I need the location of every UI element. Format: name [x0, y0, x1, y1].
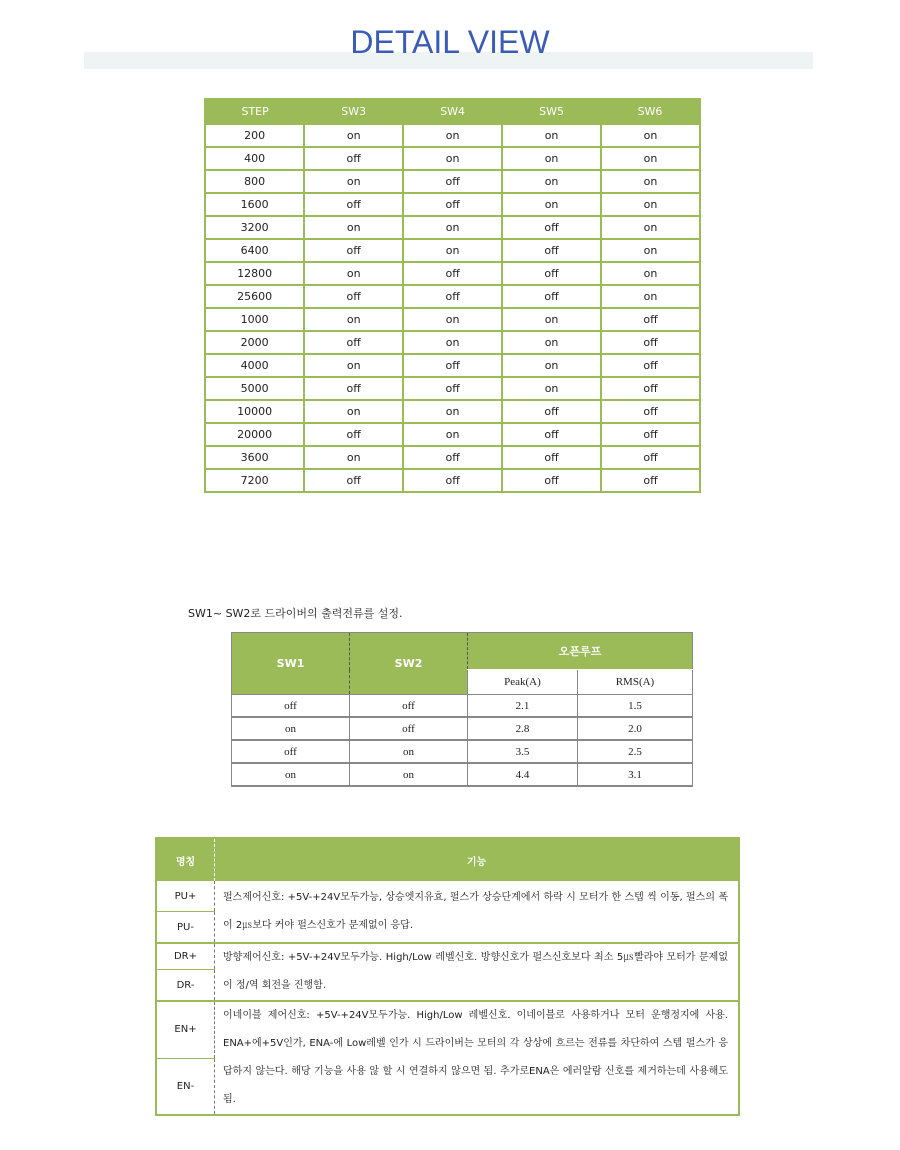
step-value: 800 — [205, 170, 304, 193]
table-row — [205, 124, 700, 147]
step-setting-table — [204, 98, 701, 493]
step-value: 10000 — [205, 400, 304, 423]
table-row — [205, 193, 700, 216]
header-function: 기능 — [215, 838, 740, 881]
header-peak: Peak(A) — [468, 670, 578, 695]
current-table-body — [232, 695, 693, 787]
switch-state: on — [502, 308, 601, 331]
step-value: 12800 — [205, 262, 304, 285]
switch-state: off — [304, 331, 403, 354]
switch-state: off — [304, 193, 403, 216]
switch-state: off — [502, 239, 601, 262]
step-value: 1600 — [205, 193, 304, 216]
step-value: 2000 — [205, 331, 304, 354]
step-value: 200 — [205, 124, 304, 147]
header-sw5: SW5 — [502, 99, 601, 124]
current-setting-table — [231, 632, 693, 787]
step-value: 400 — [205, 147, 304, 170]
step-value: 25600 — [205, 285, 304, 308]
signal-function-table — [155, 837, 740, 1116]
switch-state: on — [304, 354, 403, 377]
table-row — [205, 377, 700, 400]
switch-state: on — [601, 193, 700, 216]
signal-name: PU- — [156, 912, 215, 944]
header-sw3: SW3 — [304, 99, 403, 124]
switch-state: on — [601, 239, 700, 262]
signal-function: 펄스제어신호: +5V-+24V모두가능, 상승엣지유효, 펄스가 상승단계에서 하락 시 모터가 한 스텝 씩 이동, 펄스의 폭이 2㎲보다 커야 펄스신호가 문제없이 응답. — [215, 881, 740, 943]
table-row — [205, 147, 700, 170]
table-row — [205, 446, 700, 469]
switch-state: on — [601, 262, 700, 285]
switch-state: on — [502, 354, 601, 377]
table-row — [205, 216, 700, 239]
table-row — [205, 331, 700, 354]
switch-state: on — [502, 170, 601, 193]
signal-name: EN+ — [156, 1001, 215, 1058]
switch-state: off — [601, 400, 700, 423]
sw1-state: off — [232, 740, 350, 763]
switch-state: on — [304, 170, 403, 193]
step-value: 6400 — [205, 239, 304, 262]
switch-state: off — [304, 469, 403, 492]
switch-state: on — [304, 124, 403, 147]
switch-state: off — [601, 377, 700, 400]
rms-current: 3.1 — [577, 763, 692, 786]
step-value: 7200 — [205, 469, 304, 492]
switch-state: off — [403, 262, 502, 285]
peak-current: 2.1 — [468, 695, 578, 718]
switch-state: on — [403, 331, 502, 354]
peak-current: 4.4 — [468, 763, 578, 786]
step-value: 4000 — [205, 354, 304, 377]
switch-state: off — [601, 423, 700, 446]
header-rms: RMS(A) — [577, 670, 692, 695]
header-sw4: SW4 — [403, 99, 502, 124]
rms-current: 2.5 — [577, 740, 692, 763]
switch-state: off — [601, 469, 700, 492]
step-value: 20000 — [205, 423, 304, 446]
sw2-state: on — [350, 740, 468, 763]
table-row — [205, 239, 700, 262]
table-row — [232, 695, 693, 718]
switch-state: off — [502, 216, 601, 239]
table-header-row — [156, 838, 739, 881]
peak-current: 2.8 — [468, 717, 578, 740]
sw2-state: on — [350, 763, 468, 786]
table-header-row — [232, 633, 693, 670]
table-row — [232, 763, 693, 786]
signal-function: 이네이블 제어신호: +5V-+24V모두가능. High/Low 레벨신호. 이네이블로 사용하거나 모터 운행정지에 사용. ENA+에+5V인가, ENA-에 Low레벨 인가 시 드라이버는 모터의 각 상상에 흐르는 전류를 차단하여 스텝 펄스가 응답하지 않는다. 해당 기능을 사용 않 할 시 연결하지 않으면 됨. 추가로ENA은 에러알람 신호를 제거하는데 사용해도 됨. — [223, 1010, 728, 1105]
switch-state: on — [601, 285, 700, 308]
signal-name: DR+ — [156, 943, 215, 970]
switch-state: on — [502, 147, 601, 170]
table-header-row — [205, 99, 700, 124]
table-row — [156, 943, 739, 970]
header-sw1: SW1 — [232, 633, 350, 695]
switch-state: off — [403, 446, 502, 469]
switch-state: off — [403, 354, 502, 377]
switch-state: on — [502, 193, 601, 216]
switch-state: on — [502, 331, 601, 354]
switch-state: on — [403, 423, 502, 446]
header-step: STEP — [205, 99, 304, 124]
signal-name: PU+ — [156, 881, 215, 912]
switch-state: off — [502, 446, 601, 469]
switch-state: on — [601, 124, 700, 147]
current-setting-note: SW1~ SW2로 드라이버의 출력전류를 설정. — [188, 607, 403, 620]
header-name: 명칭 — [156, 838, 215, 881]
table-row — [205, 285, 700, 308]
switch-state: on — [403, 400, 502, 423]
table-row — [205, 262, 700, 285]
peak-current: 3.5 — [468, 740, 578, 763]
sw2-state: off — [350, 695, 468, 718]
switch-state: off — [403, 285, 502, 308]
switch-state: off — [304, 239, 403, 262]
switch-state: on — [502, 124, 601, 147]
switch-state: off — [502, 400, 601, 423]
switch-state: off — [403, 377, 502, 400]
table-row — [205, 400, 700, 423]
step-value: 3200 — [205, 216, 304, 239]
switch-state: off — [304, 423, 403, 446]
sw1-state: on — [232, 763, 350, 786]
header-open-loop: 오픈루프 — [468, 633, 693, 670]
page-title: DETAIL VIEW — [350, 24, 550, 60]
switch-state: on — [601, 216, 700, 239]
switch-state: on — [601, 147, 700, 170]
switch-state: off — [304, 285, 403, 308]
switch-state: on — [502, 377, 601, 400]
rms-current: 1.5 — [577, 695, 692, 718]
switch-state: off — [403, 469, 502, 492]
signal-name: EN- — [156, 1058, 215, 1115]
signal-name: DR- — [156, 970, 215, 1001]
switch-state: on — [304, 446, 403, 469]
switch-state: on — [304, 262, 403, 285]
table-row — [156, 1001, 739, 1058]
switch-state: off — [403, 170, 502, 193]
switch-state: off — [304, 377, 403, 400]
switch-state: off — [601, 331, 700, 354]
switch-state: off — [601, 308, 700, 331]
table-row — [232, 717, 693, 740]
signal-function: 방향제어신호: +5V-+24V모두가능. High/Low 레벨신호. 방향신호가 펄스신호보다 최소 5㎲빨라야 모터가 문제없이 정/역 회전을 진행함. — [215, 943, 740, 1001]
table-row — [156, 881, 739, 912]
step-table-body — [205, 124, 700, 492]
step-value: 1000 — [205, 308, 304, 331]
table-row — [205, 354, 700, 377]
switch-state: off — [502, 285, 601, 308]
switch-state: on — [403, 308, 502, 331]
table-row — [205, 170, 700, 193]
switch-state: on — [304, 216, 403, 239]
switch-state: off — [601, 446, 700, 469]
switch-state: on — [403, 216, 502, 239]
sw1-state: on — [232, 717, 350, 740]
switch-state: on — [403, 124, 502, 147]
table-row — [232, 740, 693, 763]
table-row — [205, 469, 700, 492]
sw2-state: off — [350, 717, 468, 740]
switch-state: off — [502, 469, 601, 492]
signal-table-body — [156, 881, 739, 1115]
step-value: 3600 — [205, 446, 304, 469]
switch-state: on — [601, 170, 700, 193]
header-sw2: SW2 — [350, 633, 468, 695]
switch-state: off — [304, 147, 403, 170]
switch-state: off — [502, 262, 601, 285]
header-sw6: SW6 — [601, 99, 700, 124]
switch-state: off — [403, 193, 502, 216]
switch-state: off — [601, 354, 700, 377]
rms-current: 2.0 — [577, 717, 692, 740]
switch-state: on — [304, 400, 403, 423]
switch-state: on — [403, 239, 502, 262]
switch-state: off — [502, 423, 601, 446]
switch-state: on — [304, 308, 403, 331]
table-row — [205, 308, 700, 331]
sw1-state: off — [232, 695, 350, 718]
switch-state: on — [403, 147, 502, 170]
step-value: 5000 — [205, 377, 304, 400]
table-row — [205, 423, 700, 446]
